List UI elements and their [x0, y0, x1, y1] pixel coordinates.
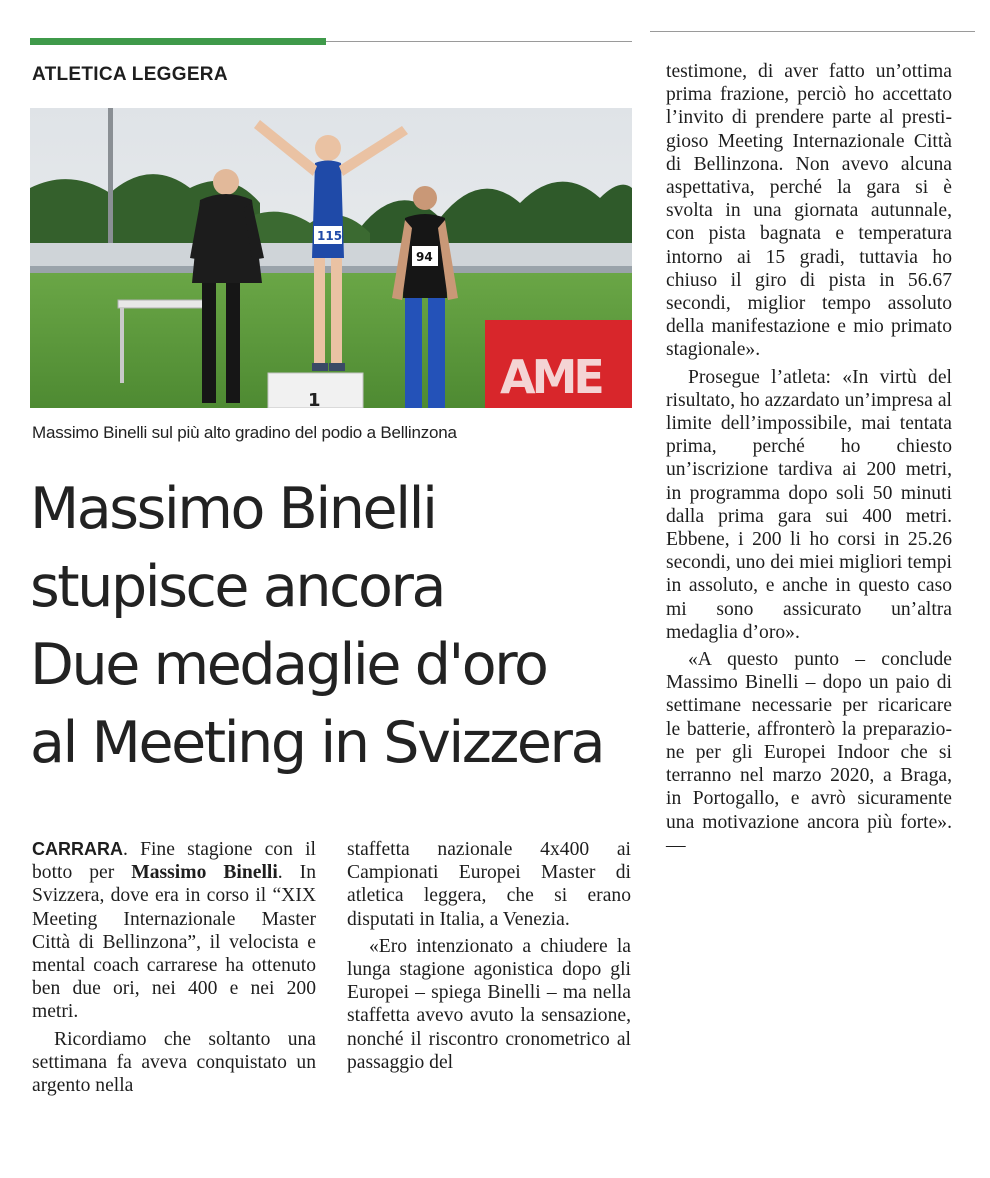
article-photo: [30, 108, 632, 408]
paragraph: staffetta nazionale 4x400 ai Campionati Europei Master di atletica leggera, che si erano disputati in Italia, a Venezia.: [347, 839, 631, 930]
headline-line-1: Massimo Binelli: [30, 476, 436, 542]
paragraph: testimone, di aver fatto un’ottima prima frazione, perciò ho accettato l’invito di prendere parte al prestigioso Meeting Internazionale Città di Bellinzona. Non avevo alcuna aspettativa, perché la gara si è svolta in una giornata autunnale, con pista bagnata e temperatura intorno ai 15 gradi, tuttavia ho chiuso il giro di pista in 56.67 secondi, miglior tempo assoluto della manifestazione e mio primato stagionale».: [666, 61, 952, 361]
section-rule-accent: [30, 38, 326, 45]
section-label: ATLETICA LEGGERA: [32, 64, 228, 85]
headline-line-4: al Meeting in Svizzera: [30, 710, 604, 776]
headline: [30, 470, 640, 782]
article-column-3: [666, 60, 952, 857]
headline-line-2: stupisce ancora: [30, 554, 445, 620]
paragraph: Prosegue l’atleta: «In virtù del risultato, ho azzardato un’impresa al limite dell’impossibile, mai tentata prima, perché ho chiesto un’iscrizione tardiva ai 200 metri, in programma dopo soli 50 minuti dalla prima gara sui 400 metri. Ebbene, i 200 li ho corsi in 25.26 secondi, uno dei miei migliori tempi in assoluto, e anche in questo caso mi sono assicurato un’altra medaglia d’oro».: [666, 366, 952, 643]
paragraph: «Ero intenzionato a chiudere la lunga stagione agonistica dopo gli Europei – spiega Binelli – ma nella staffetta avevo avuto la sensazione, nonché il riscontro cronometrico al passaggio del: [347, 935, 631, 1073]
paragraph: Ricordiamo che soltanto una settimana fa aveva conquistato un argento nella: [32, 1028, 316, 1097]
photo-sign-text: AME: [500, 350, 601, 404]
photo-caption: Massimo Binelli sul più alto gradino del podio a Bellinzona: [32, 423, 457, 442]
column-top-rule: [650, 31, 975, 32]
paragraph: [32, 838, 316, 1024]
bib-right: 94: [416, 250, 433, 264]
paragraph-text: . In Svizzera, dove era in corso il “XIX Meeting Internazionale Master Città di Bellinzona”, il velocista e mental coach carrarese ha ottenuto ben due ori, nei 400 e nei 200 metri.: [32, 862, 316, 1023]
athlete-name: Massimo Binelli: [131, 862, 278, 884]
article-column-2: [347, 838, 631, 1074]
article-column-1: [32, 838, 316, 1097]
podium-number: 1: [308, 390, 321, 408]
section-rule: [326, 41, 632, 42]
bib-center: 115: [317, 229, 343, 243]
paragraph: «A questo punto – conclude Massimo Binelli – dopo un paio di settimane necessarie per ricaricare le batterie, affronterò la preparazione per gli Europei Indoor che si terranno nel marzo 2020, a Braga, in Portogallo, e avrò sicuramente una motivazione ancora più forte». —: [666, 649, 952, 856]
paragraph-text: . Fine stagione con il botto per: [32, 839, 316, 884]
dateline: CARRARA: [32, 839, 123, 859]
headline-line-3: Due medaglie d'oro: [30, 632, 547, 698]
